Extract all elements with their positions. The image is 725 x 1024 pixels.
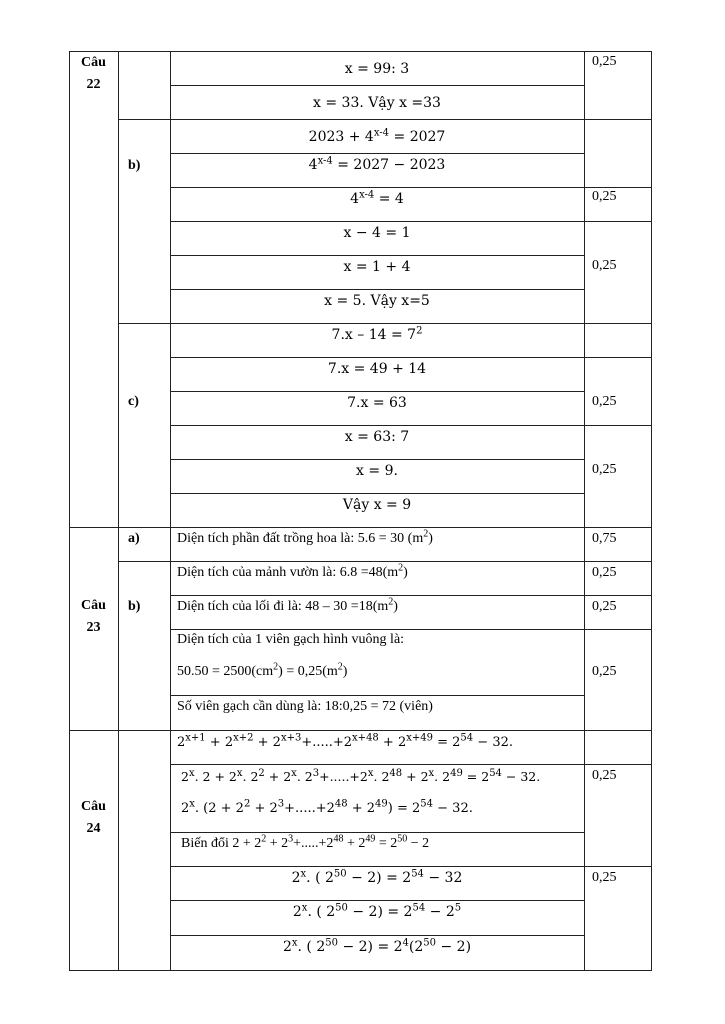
part-label-c: c) — [128, 394, 139, 409]
answer-text: Diện tích của 1 viên gạch hình vuông là: — [177, 632, 405, 647]
equation: 2$^x$. ( $2^{50} - 2) = 2^{54} - 2^5$ — [292, 902, 462, 920]
equation: $7.x - 14 = 7^2$ — [331, 325, 423, 343]
equation: 2$^x$. ( $2^{50} - 2) = 2^4(2^{50} - 2)$ — [282, 937, 472, 955]
equation: 2$^x$. $2 + 2^x$. $2^2 + 2^x$. $2^3+.....+2^x$. $2^{48} + 2^x$. $2^{49} = 2^{54} - 32$. — [181, 767, 541, 784]
equation: 2$^x$. $(2 + 2^2 + 2^3+.....+2^{48} + 2^{49}) = 2^{54} - 32$. — [181, 798, 473, 816]
answer-text: Diện tích của lối đi là: $48 - 30 =18(m^2)$ — [177, 596, 398, 614]
col-border-right — [651, 51, 652, 971]
equation: x = 1 + 4 — [343, 259, 411, 275]
question-label-22 — [69, 52, 118, 96]
equation: x − 4 = 1 — [343, 225, 411, 241]
equation: $4^{x-4} = 2027 - 2023$ — [308, 155, 446, 173]
table-bottom-border — [69, 970, 652, 971]
score: 0,25 — [592, 768, 617, 783]
question-word: Câu — [81, 598, 106, 613]
question-label-24 — [69, 796, 118, 840]
question-number: 22 — [86, 77, 101, 92]
question-label-23 — [69, 595, 118, 639]
equation: x = 9. — [356, 463, 398, 479]
question-number: 24 — [86, 821, 101, 836]
score: 0,25 — [592, 462, 617, 477]
part-label-b: b) — [128, 599, 141, 614]
question-word: Câu — [81, 55, 106, 70]
score: 0,25 — [592, 565, 617, 580]
answer-text: $50.50 = 2500(cm^2) = 0,25(m^2)$ — [177, 661, 348, 679]
answer-text: Biến đổi $2 + 2^2 + 2^3+.....+2^{48} + 2^{49} = 2^{50} - 2$ — [181, 833, 430, 851]
score: 0,75 — [592, 531, 617, 546]
equation: Vậy x = 9 — [342, 497, 412, 513]
score: 0,25 — [592, 189, 617, 204]
answer-text: Số viên gạch cần dùng là: 18:0,25 = 72 (viên) — [177, 699, 433, 714]
question-number: 23 — [86, 620, 101, 635]
equation: 2$^x$. ( $2^{50} - 2) = 2^{54} - 32$ — [291, 868, 463, 886]
score: 0,25 — [592, 258, 617, 273]
equation: x = 99: 3 — [344, 60, 410, 77]
score: 0,25 — [592, 394, 617, 409]
equation: 7.x = 49 + 14 — [327, 361, 427, 377]
score: 0,25 — [592, 54, 617, 69]
question-word: Câu — [81, 799, 106, 814]
equation: $2023 + 4^{x-4} = 2027$ — [308, 126, 446, 145]
part-label-b: b) — [128, 158, 141, 173]
equation: $4^{x-4} = 4$ — [350, 189, 404, 207]
equation: x = 63: 7 — [344, 429, 410, 445]
equation: 7.x = 63 — [347, 395, 407, 411]
score: 0,25 — [592, 599, 617, 614]
score: 0,25 — [592, 870, 617, 885]
col-border-q — [118, 51, 119, 971]
answer-text: Diện tích của mảnh vườn là: $6.8 =48(m^2)$ — [177, 562, 408, 580]
col-border-content — [584, 51, 585, 971]
equation: $2^{x+1} + 2^{x+2} + 2^{x+3}+.....+2^{x+48} + 2^{x+49} = 2^{54} - 32$. — [177, 732, 513, 750]
answer-text: Diện tích phần đất trồng hoa là: 5.6 = 30 $(m^2)$ — [177, 528, 433, 546]
part-label-a: a) — [128, 531, 140, 546]
equation: x = 5. Vậy x=5 — [324, 293, 430, 309]
score: 0,25 — [592, 664, 617, 679]
equation: x = 33. Vậy x =33 — [313, 94, 441, 111]
